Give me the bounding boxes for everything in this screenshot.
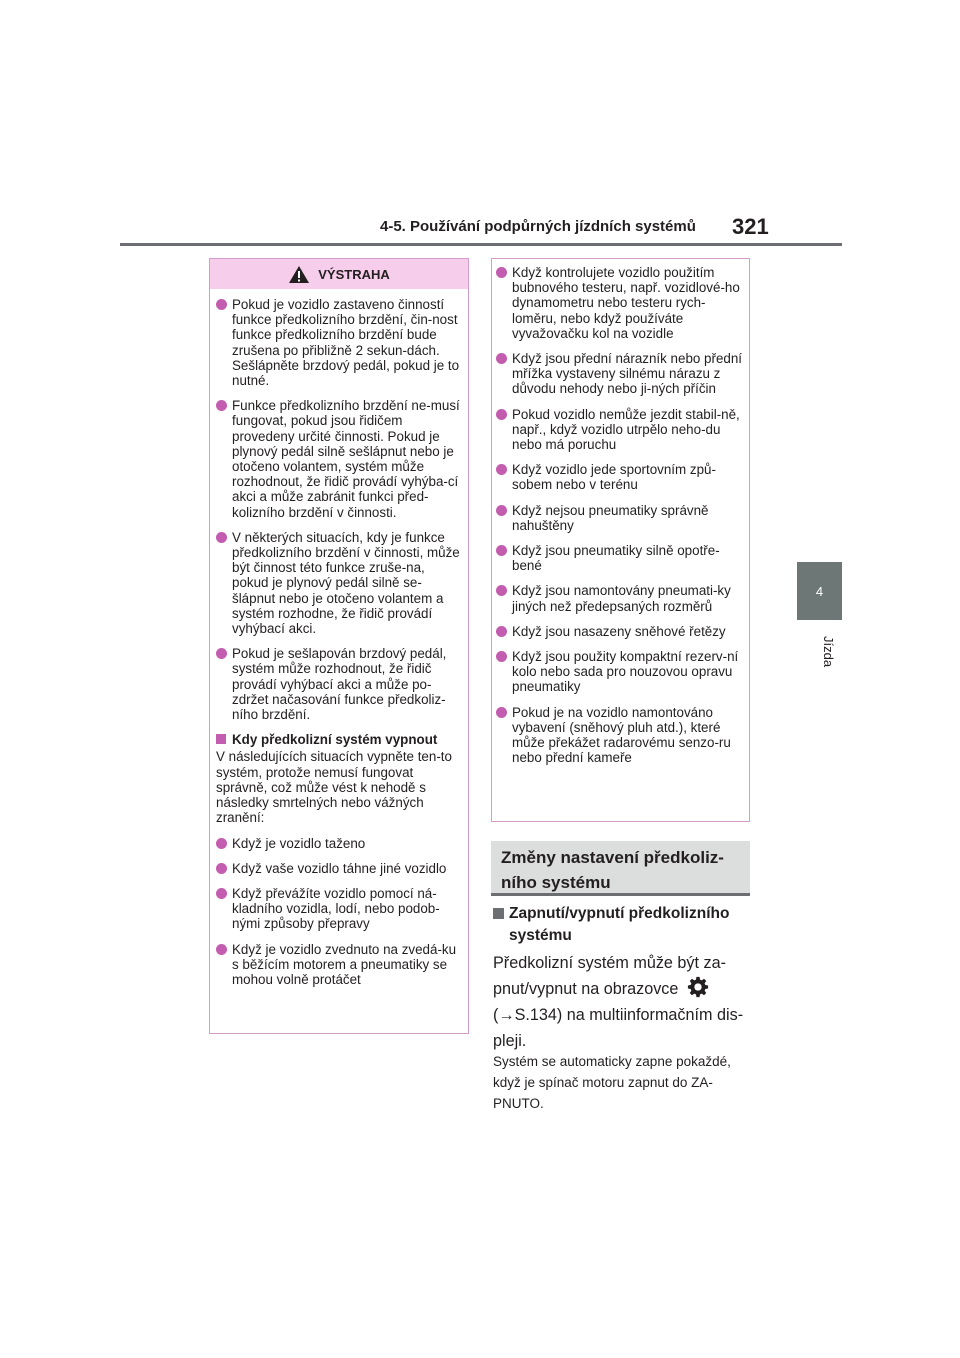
- bullet-icon: [496, 585, 507, 596]
- bullet-icon: [216, 838, 227, 849]
- warning-item: Když je vozidlo zvednuto na zvedá-ku s běžícím motorem a pneumatiky se mohou volně protáčet: [216, 942, 462, 988]
- bullet-icon: [216, 532, 227, 543]
- warning-item: Když vaše vozidlo táhne jiné vozidlo: [216, 861, 462, 876]
- bullet-icon: [496, 464, 507, 475]
- square-bullet-icon: [216, 734, 226, 744]
- bullet-icon: [216, 648, 227, 659]
- warning-item: Když jsou přední nárazník nebo přední mřížka vystaveny silnému nárazu z důvodu nehody nebo ji-ných příčin: [496, 351, 743, 397]
- warning-item: Pokud vozidlo nemůže jezdit stabil-ně, např., když vozidlo utrpělo neho-du nebo má poruchu: [496, 407, 743, 453]
- chapter-number: 4: [815, 583, 824, 599]
- warning-title: VÝSTRAHA: [318, 266, 390, 282]
- body-text: Předkolizní systém může být za-pnut/vypnut na obrazovce (→S.134) na multiinformačním dis-pleji.: [493, 954, 744, 1050]
- bullet-icon: [496, 353, 507, 364]
- bullet-icon: [496, 505, 507, 516]
- warning-item: Když jsou namontovány pneumati-ky jiných než předepsaných rozměrů: [496, 583, 743, 613]
- bullet-icon: [496, 409, 507, 420]
- warning-item: Pokud je na vozidlo namontováno vybavení (sněhový pluh atd.), které může překážet radarovému senzo-ru nebo přední kameře: [496, 705, 743, 766]
- section-heading: Změny nastavení předkoliz-ního systému: [491, 841, 750, 896]
- warning-item: V některých situacích, kdy je funkce předkolizního brzdění v činnosti, může být činnost této funkce zruše-na, pokud je plynový pedál silně se-šlápnut nebo je otočeno volantem a systém rozhodne, že řidič provádí vyhýbací akci.: [216, 530, 462, 636]
- warning-triangle-icon: [288, 265, 310, 284]
- bullet-icon: [216, 944, 227, 955]
- warning-item: Pokud je sešlapován brzdový pedál, systém může rozhodnout, že řidič provádí vyhýbací akci a může po-zdržet načasování funkce předkoliz-ního brzdění.: [216, 646, 462, 722]
- page-number: 321: [732, 214, 769, 239]
- warning-item: Když je vozidlo taženo: [216, 836, 462, 851]
- warning-paragraph: V následujících situacích vypněte ten-to systém, protože nemusí fungovat správně, což může vést k nehodě s následky smrtelných nebo vážných zranění:: [216, 749, 452, 826]
- warning-item: Když kontrolujete vozidlo použitím bubnového testeru, např. vozidlové-ho dynamometru nebo testeru rych-loměru, nebo když používáte vyvažovačku kol na vozidle: [496, 265, 743, 341]
- chapter-tab: [797, 562, 842, 620]
- bullet-icon: [496, 651, 507, 662]
- header-divider: [120, 243, 842, 246]
- bullet-icon: [496, 707, 507, 718]
- bullet-icon: [496, 267, 507, 278]
- bullet-icon: [216, 863, 227, 874]
- warning-subheading: Kdy předkolizní systém vypnout: [216, 732, 462, 747]
- bullet-icon: [216, 299, 227, 310]
- toggle-heading: Zapnutí/vypnutí předkolizního systému: [493, 903, 751, 947]
- section-title: 4-5. Používání podpůrných jízdních systémů: [380, 218, 696, 235]
- warning-continued-box: [491, 258, 750, 822]
- warning-item: Když jsou použity kompaktní rezerv-ní kolo nebo sada pro nouzovou opravu pneumatiky: [496, 649, 743, 695]
- warning-item: Když převážíte vozidlo pomocí ná-kladního vozidla, lodí, nebo podob-nými způsoby přepravy: [216, 886, 462, 932]
- warning-item: Když vozidlo jede sportovním způ-sobem nebo v terénu: [496, 462, 743, 492]
- note-text: Systém se automaticky zapne pokaždé, když je spínač motoru zapnut do ZA-PNUTO.: [493, 1054, 731, 1111]
- gear-icon: [687, 976, 709, 998]
- warning-item: Když nejsou pneumatiky správně nahuštěny: [496, 503, 743, 533]
- chapter-label: Jízda: [821, 636, 836, 668]
- warning-item: Když jsou nasazeny sněhové řetězy: [496, 624, 743, 639]
- bullet-icon: [216, 400, 227, 411]
- warning-item: Když jsou pneumatiky silně opotře-bené: [496, 543, 743, 573]
- warning-item: Pokud je vozidlo zastaveno činností funkce předkolizního brzdění, čin-nost funkce předkolizního brzdění bude zrušena po přibližně 2 sekun-dách. Sešlápněte brzdový pedál, pokud je to nutné.: [216, 297, 462, 388]
- warning-item: Funkce předkolizního brzdění ne-musí fungovat, pokud jsou řidičem provedeny určité činnosti. Pokud je plynový pedál silně sešlápnut nebo je otočeno volantem, systém může rozhodnout, že řidič provádí vyhýba-cí akci a může zabránit funkci před-kolizního brzdění v činnosti.: [216, 398, 462, 520]
- square-bullet-icon: [493, 908, 504, 919]
- warning-box: [209, 258, 469, 1034]
- warning-header: [210, 259, 468, 289]
- bullet-icon: [496, 545, 507, 556]
- bullet-icon: [496, 626, 507, 637]
- bullet-icon: [216, 888, 227, 899]
